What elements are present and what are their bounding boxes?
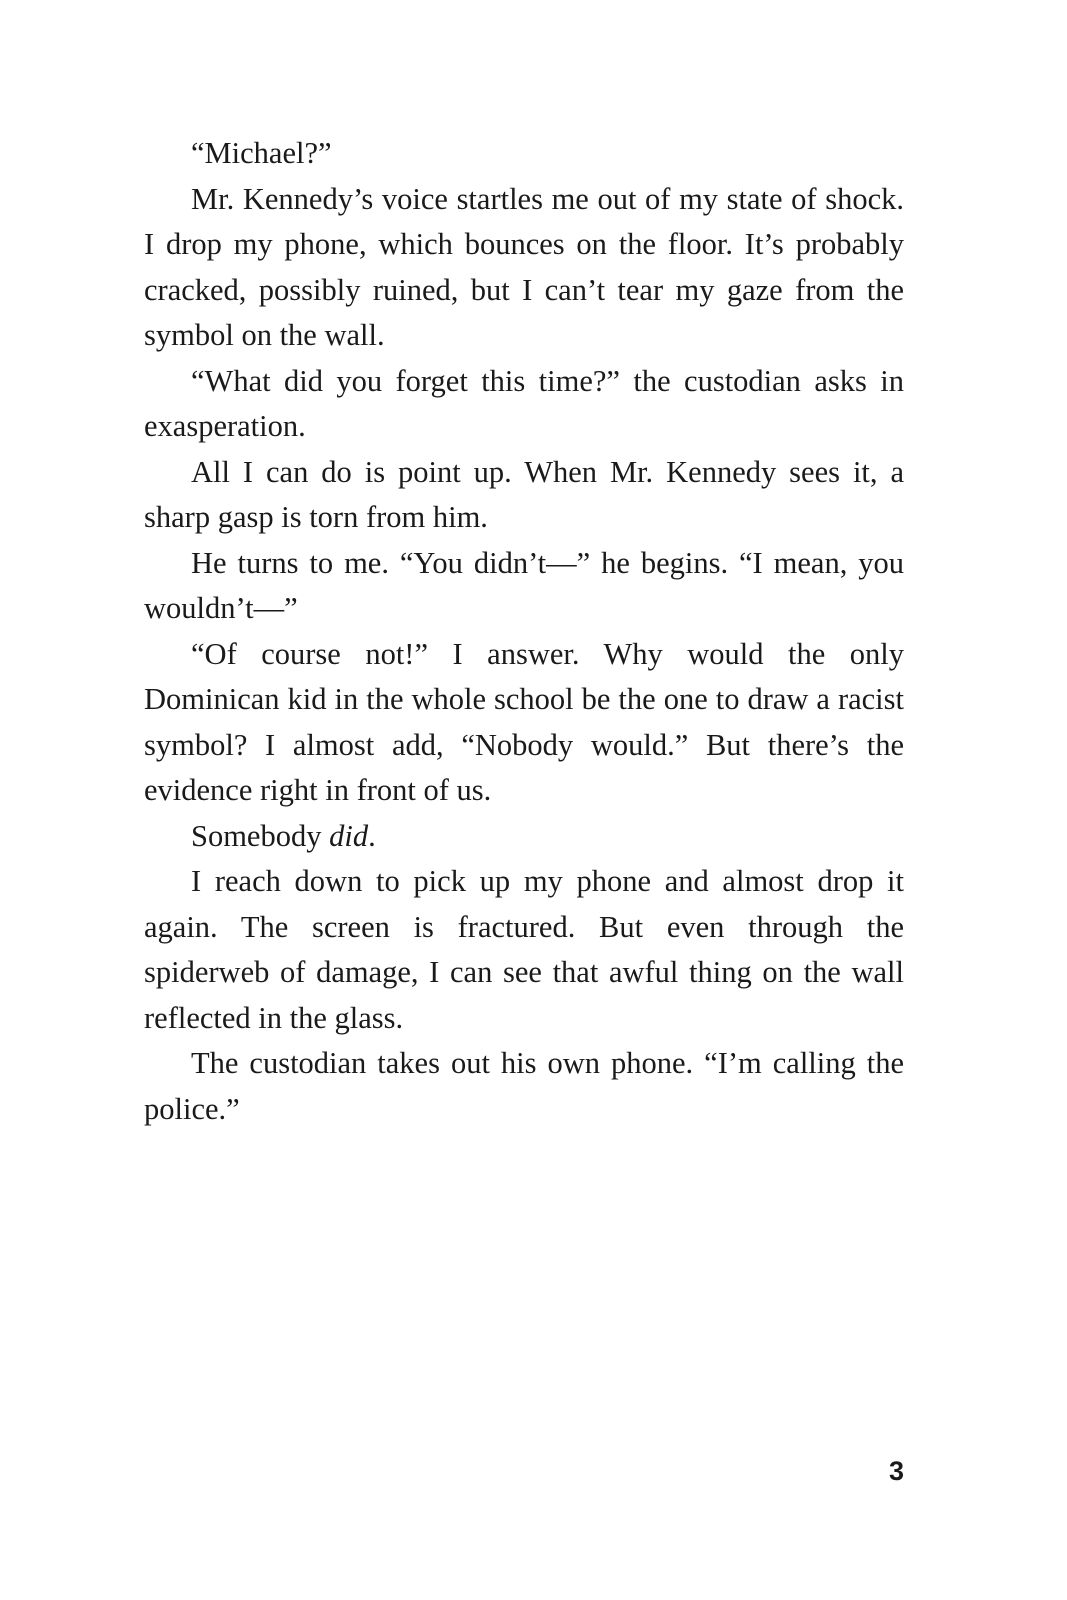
paragraph: “Michael?” (191, 136, 332, 170)
paragraph: “What did you forget this time?” the custodian asks in exasperation. (144, 363, 904, 443)
paragraph: Mr. Kennedy’s voice startles me out of my state of shock. I drop my phone, which bounces on the floor. It’s probably cracked, possibly ruined, but I can’t tear my gaze from the symbol on the wall. (144, 181, 904, 352)
page-number: 3 (888, 1456, 904, 1486)
paragraph: All I can do is point up. When Mr. Kennedy sees it, a sharp gasp is torn from him. (144, 454, 904, 534)
paragraph: “Of course not!” I answer. Why would the only Dominican kid in the whole school be the one to draw a racist symbol? I almost add, “Nobody would.” But there’s the evidence right in front of us. (144, 636, 904, 807)
body-text (144, 131, 904, 1132)
paragraph: I reach down to pick up my phone and almost drop it again. The screen is fractured. But even through the spiderweb of damage, I can see that awful thing on the wall reflected in the glass. (144, 864, 904, 1035)
paragraph: He turns to me. “You didn’t—” he begins. “I mean, you wouldn’t—” (144, 545, 904, 625)
paragraph: The custodian takes out his own phone. “I’m calling the police.” (144, 1046, 904, 1126)
paragraph-somebody-did (144, 814, 904, 860)
paragraph-text: . (368, 818, 376, 853)
paragraph-text: Somebody (191, 818, 330, 853)
italic-emphasis: did (329, 818, 369, 853)
